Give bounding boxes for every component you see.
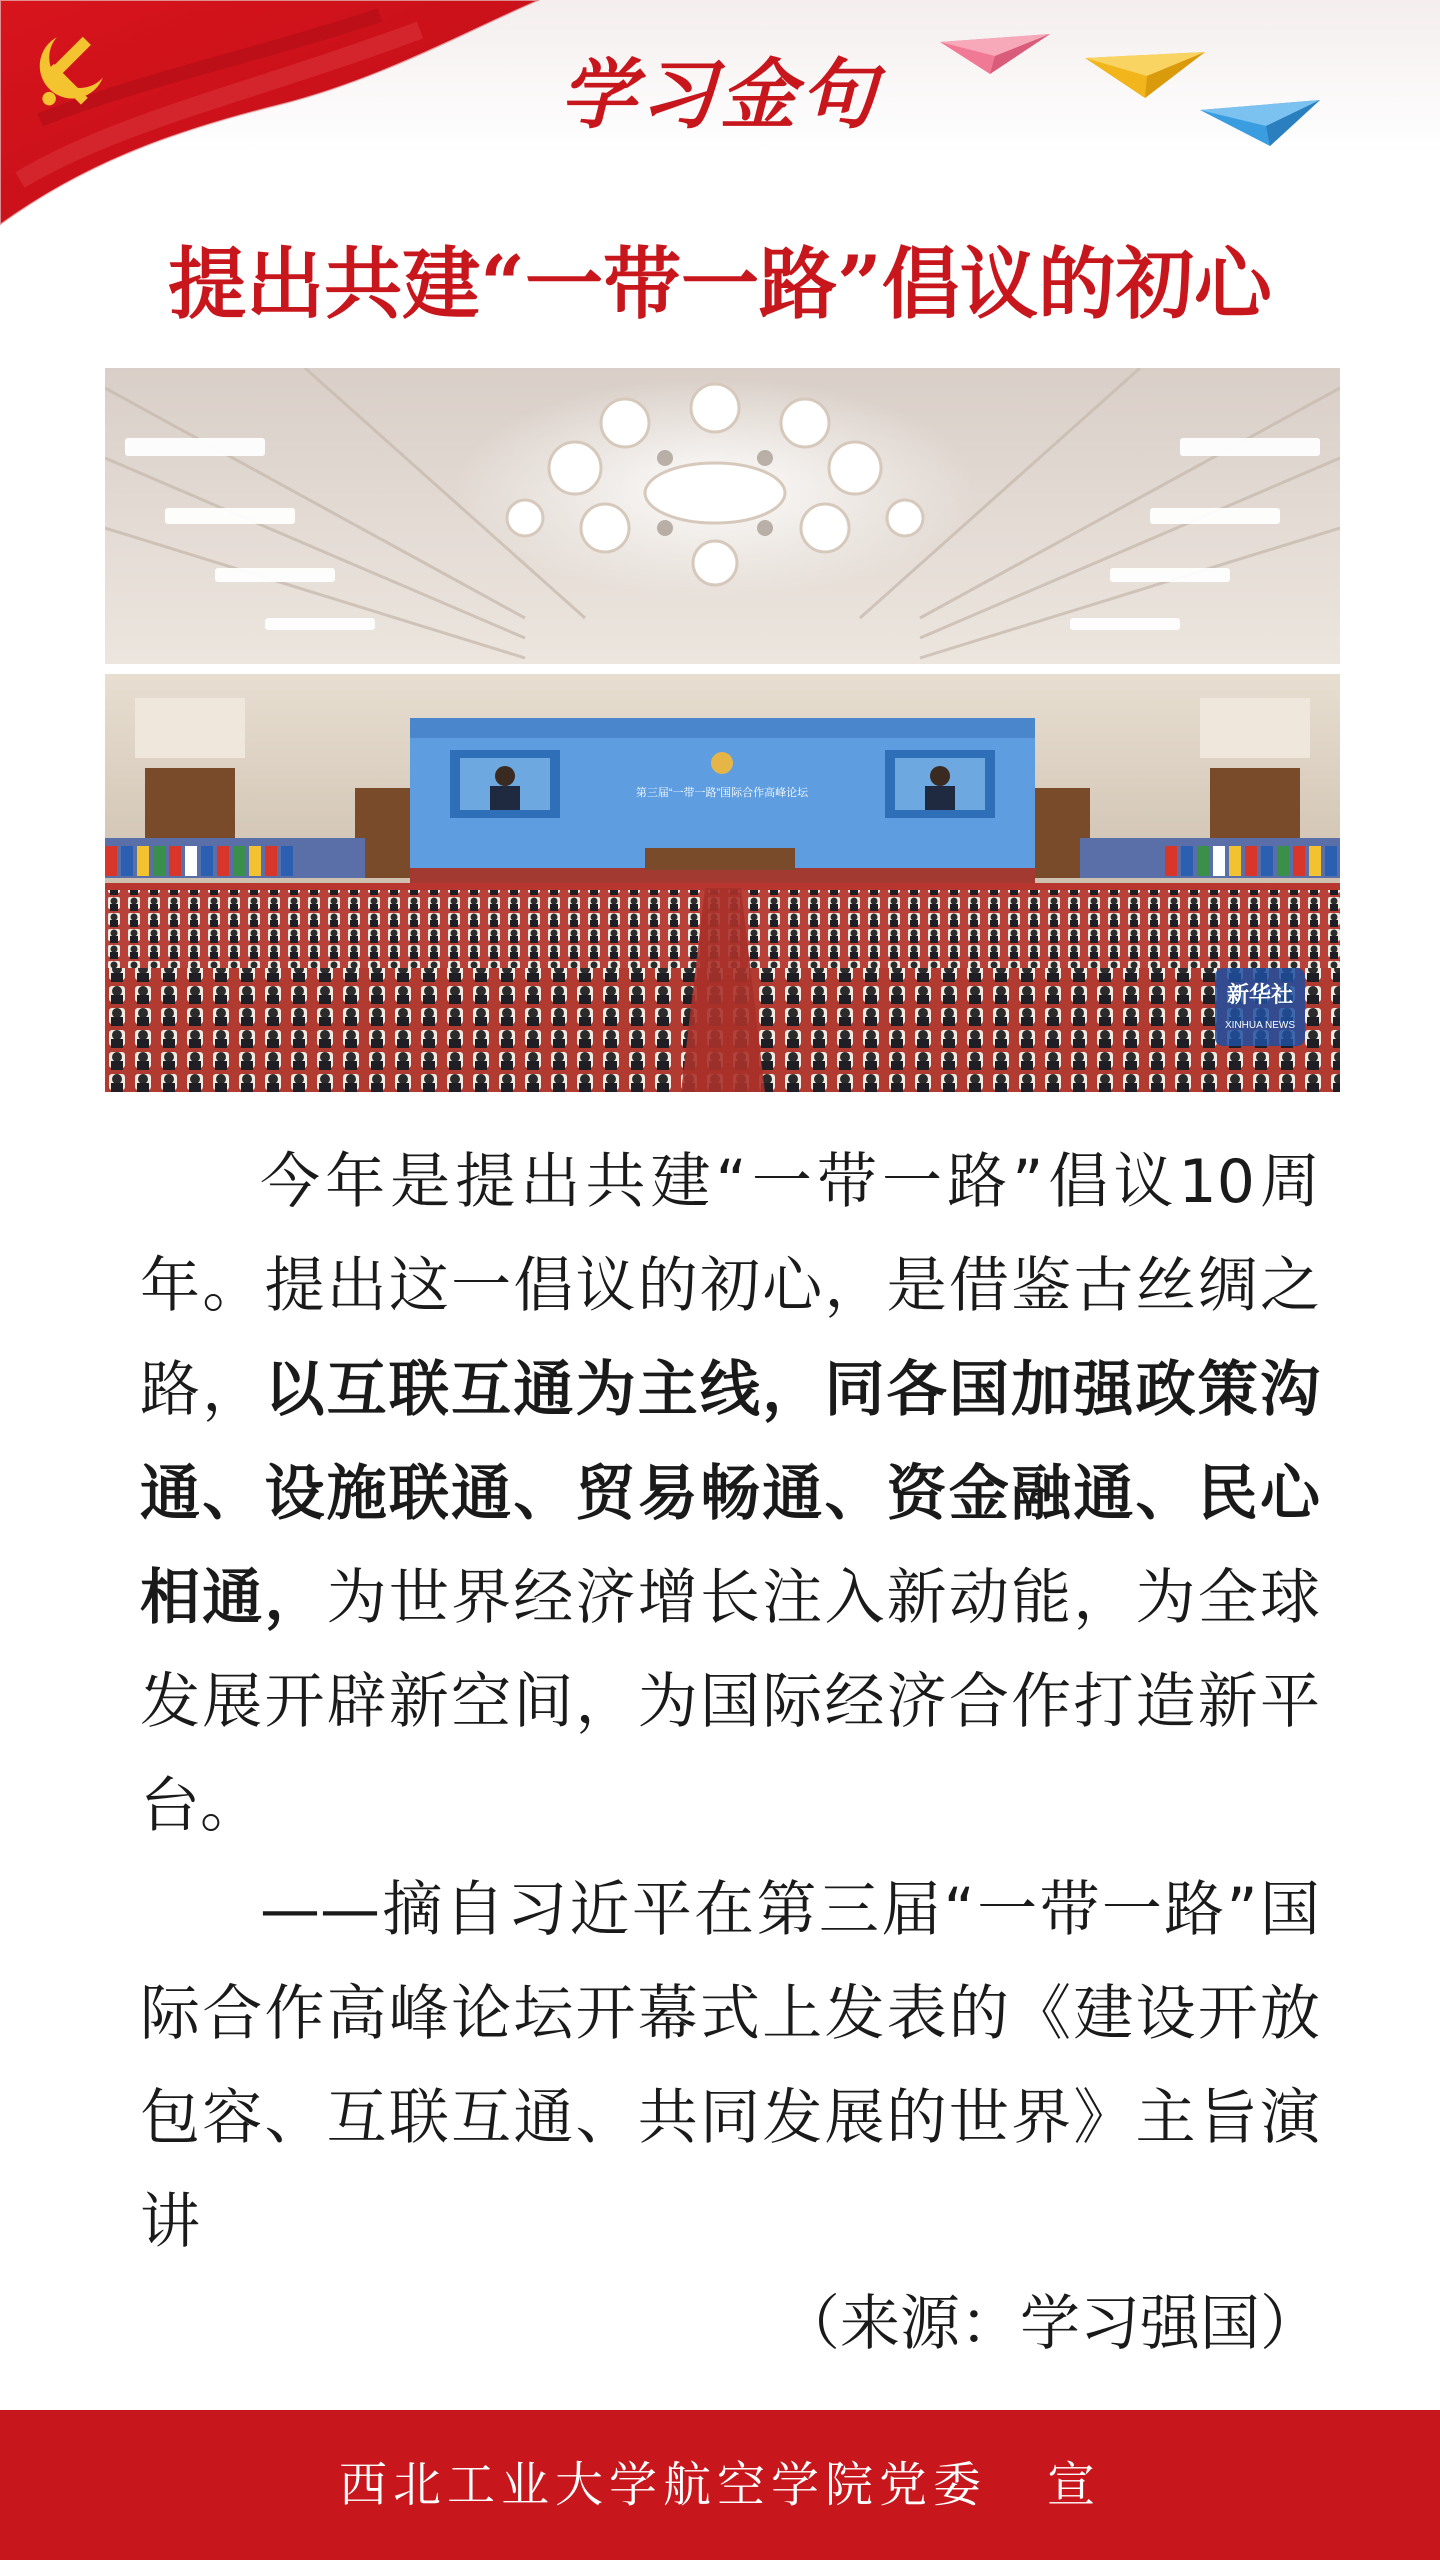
footer-suffix: 宣 — [1047, 2457, 1102, 2513]
source-attribution: （来源：学习强国） — [780, 2289, 1320, 2359]
page-heading: 学习金句 — [560, 50, 880, 139]
article-body — [140, 1130, 1320, 2274]
footer-credit — [0, 2410, 1440, 2560]
footer-org: 西北工业大学航空学院党委 — [338, 2457, 987, 2513]
conference-hall-photo — [105, 368, 1340, 1092]
paragraph-quote-part2: 为世界经济增长注入新动能，为全球发展开辟新空间，为国际经济合作打造新平台。 — [140, 1563, 1321, 1841]
paragraph-quote — [140, 1130, 1320, 1858]
xinhua-watermark-en: XINHUA NEWS — [1224, 1020, 1296, 1031]
paragraph-quote-part1: 今年是提出共建“一带一路”倡议10周年。提出这一倡议的初心，是借鉴古丝绸之路， — [140, 1147, 1320, 1425]
hall-illustration — [105, 368, 1340, 1092]
paragraph-citation: ——摘自习近平在第三届“一带一路”国际合作高峰论坛开幕式上发表的《建设开放包容、互联互通、共同发展的世界》主旨演讲 — [140, 1875, 1320, 2257]
footer-bar — [0, 2410, 1440, 2560]
xinhua-watermark — [1215, 968, 1305, 1046]
hammer-and-sickle-icon — [28, 18, 124, 114]
paper-plane-blue-icon — [1200, 100, 1320, 146]
paper-plane-pink-icon — [940, 34, 1050, 74]
article-title: 提出共建“一带一路”倡议的初心 — [168, 239, 1272, 330]
paper-plane-yellow-icon — [1085, 52, 1205, 98]
screen-banner-text: 第三届“一带一路”国际合作高峰论坛 — [635, 787, 809, 799]
paragraph-quote-bold: 以互联互通为主线，同各国加强政策沟通、设施联通、贸易畅通、资金融通、民心相通， — [140, 1355, 1321, 1633]
xinhua-watermark-cn: 新华社 — [1226, 983, 1294, 1008]
